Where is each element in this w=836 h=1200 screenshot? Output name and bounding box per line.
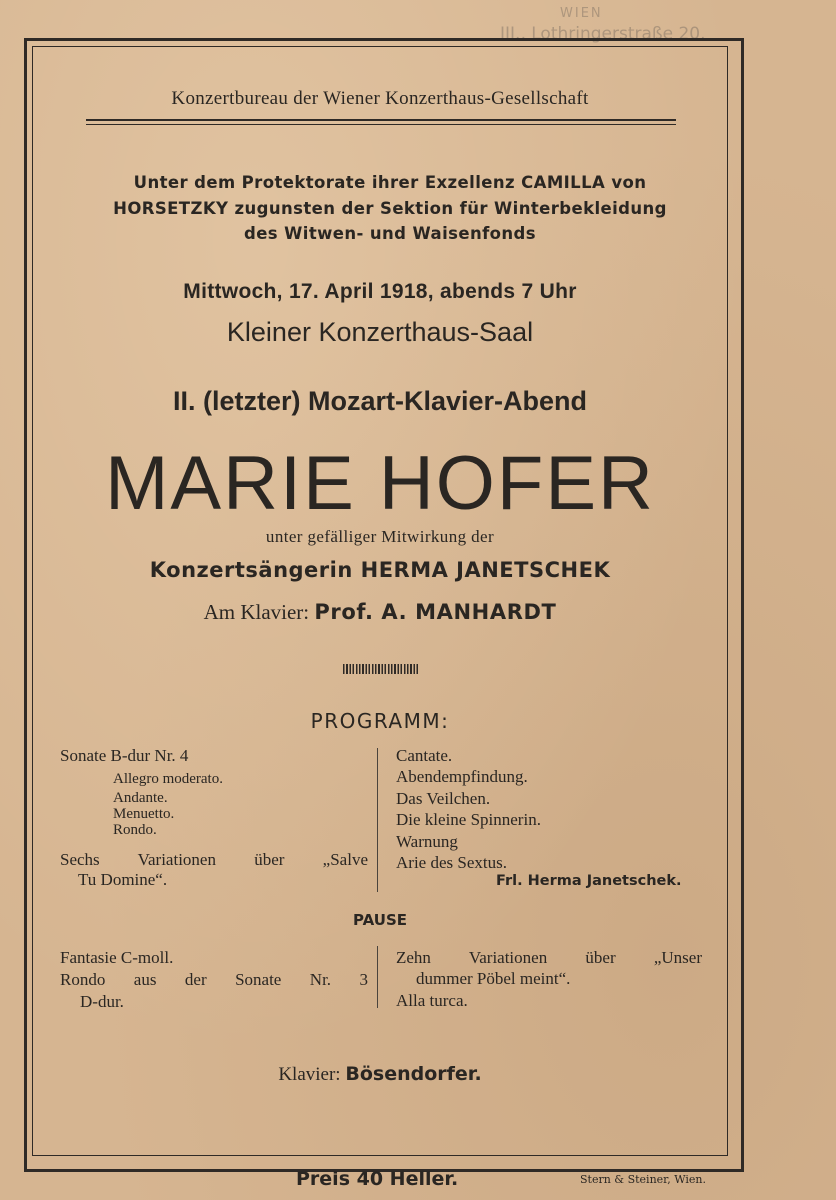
piano-label: Am Klavier: bbox=[203, 600, 310, 624]
event-venue: Kleiner Konzerthaus-Saal bbox=[226, 317, 534, 347]
pianist-name: Prof. A. MANHARDT bbox=[314, 600, 557, 624]
instrument-name: Bösendorfer. bbox=[345, 1063, 482, 1085]
piano-credit bbox=[40, 600, 720, 625]
fantasie: Fantasie C-moll. bbox=[60, 948, 174, 967]
instrument-credit bbox=[40, 1063, 720, 1086]
song-3: Das Veilchen. bbox=[396, 789, 491, 808]
movement-2: Andante. bbox=[113, 790, 168, 806]
event-title: II. (letzter) Mozart-Klavier-Abend bbox=[172, 386, 588, 416]
movement-4: Rondo. bbox=[113, 822, 157, 838]
bureau-heading: Konzertbureau der Wiener Konzerthaus-Gesellschaft bbox=[171, 88, 589, 109]
stamp-city: WIEN bbox=[560, 6, 603, 21]
song-performer: Frl. Herma Janetschek. bbox=[496, 873, 682, 889]
heading-rule-thin bbox=[86, 124, 676, 125]
variations-line-2: Tu Domine“. bbox=[78, 870, 168, 889]
alla-turca: Alla turca. bbox=[396, 991, 468, 1010]
protectorate-line-2: HORSETZKY zugunsten der Sektion für Winterbekleidung bbox=[113, 199, 667, 218]
event-date: Mittwoch, 17. April 1918, abends 7 Uhr bbox=[183, 280, 577, 303]
song-2: Abendempfindung. bbox=[396, 767, 528, 786]
artist-name: MARIE HOFER bbox=[105, 441, 655, 526]
protectorate-line-1: Unter dem Protektorate ihrer Exzellenz CAMILLA von bbox=[133, 173, 647, 192]
printer-credit: Stern & Steiner, Wien. bbox=[580, 1173, 706, 1186]
rondo-line-1: Rondo aus der Sonate Nr. 3 bbox=[60, 970, 368, 989]
ornament-divider bbox=[343, 664, 418, 674]
rondo-line-2: D-dur. bbox=[80, 992, 124, 1011]
song-5: Warnung bbox=[396, 832, 458, 851]
song-1: Cantate. bbox=[396, 746, 453, 765]
sonata-title: Sonate B-dur Nr. 4 bbox=[60, 746, 189, 765]
heading-rule bbox=[86, 119, 676, 121]
price: Preis 40 Heller. bbox=[296, 1168, 459, 1190]
column-divider-2 bbox=[377, 946, 378, 1008]
participation-note: unter gefälliger Mitwirkung der bbox=[265, 527, 495, 546]
protectorate-line-3: des Witwen- und Waisenfonds bbox=[244, 224, 536, 243]
pause-heading: PAUSE bbox=[353, 911, 407, 929]
song-6: Arie des Sextus. bbox=[396, 853, 507, 872]
singer-credit: Konzertsängerin HERMA JANETSCHEK bbox=[149, 558, 611, 582]
instrument-label: Klavier: bbox=[278, 1064, 341, 1085]
movement-3: Menuetto. bbox=[113, 806, 175, 822]
stamp-address: III., Lothringerstraße 20. bbox=[500, 24, 706, 44]
movement-1: Allegro moderato. bbox=[113, 771, 223, 787]
zehn-variationen-line-2: dummer Pöbel meint“. bbox=[416, 969, 571, 988]
song-4: Die kleine Spinnerin. bbox=[396, 810, 541, 829]
column-divider bbox=[377, 748, 378, 892]
variations-line-1: Sechs Variationen über „Salve bbox=[60, 850, 368, 869]
zehn-variationen-line-1: Zehn Variationen über „Unser bbox=[396, 948, 702, 967]
program-heading: PROGRAMM: bbox=[310, 709, 450, 733]
